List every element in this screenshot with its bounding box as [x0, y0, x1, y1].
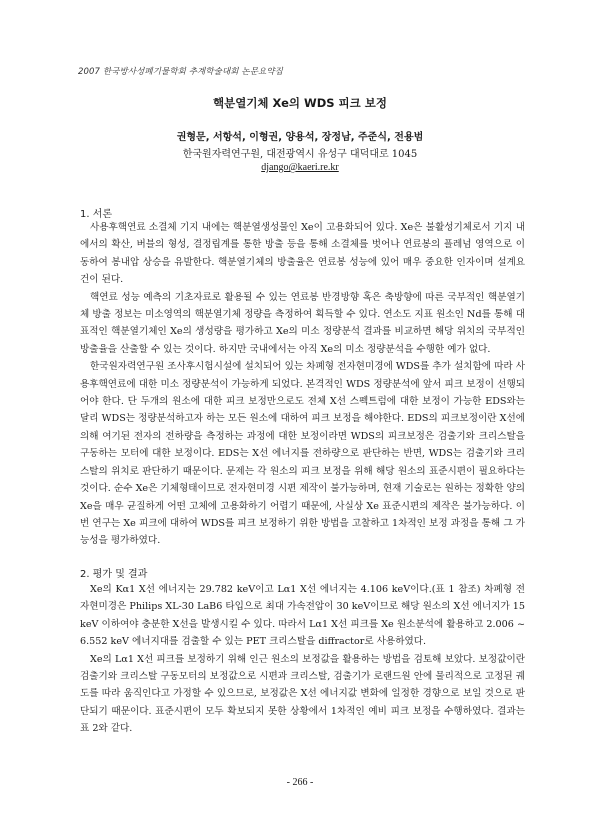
section-heading-eval: 2. 평가 및 결과	[80, 569, 148, 580]
intro-paragraph-1: 사용후핵연료 소결체 기지 내에는 핵분열생성물인 Xe이 고용화되어 있다. Xe은 불활성기체로서 기지 내에서의 확산, 버블의 형성, 결정립계를 통한 방출 등을 통해 소결체를 벗어나 연료봉의 플레넘 영역으로 이동하여 봉내압 상승을 유발한다. 핵분열기체의 방출율은 연료봉 성능에 있어 매우 중요한 인자이며 설계요건이 된다.	[80, 222, 525, 286]
email-link[interactable]: django@kaeri.re.kr	[261, 162, 339, 173]
eval-paragraph-2: Xe의 Lα1 X선 피크를 보정하기 위해 인근 원소의 보정값을 활용하는 방법을 검토해 보았다. 보정값이란 검출기와 크리스탈 구동모터의 보정값으로 시편과 크리스탈, 검출기가 로랜드원 안에 물리적으로 고정된 궤도를 따라 움직인다고 가정할 수 있으므로, 보정값은 X선 에너지값 변화에 일정한 경향으로 보일 것으로 판단되기 때문이다. 표준시편이 모두 확보되지 못한 상황에서 1차적인 예비 피크 보정을 수행하였다. 결과는 표 2와 같다.	[80, 653, 525, 735]
eval-paragraph-1: Xe의 Kα1 X선 에너지는 29.782 keV이고 Lα1 X선 에너지는 4.106 keV이다.(표 1 참조) 차폐형 전자현미경은 Philips XL-30 LaB6 타입으로 최대 가속전압이 30 keV이므로 해당 원소의 X선 에너지가 15 keV 이하여야 충분한 X선을 발생시킬 수 있다. 따라서 Lα1 X선 피크를 Xe 원소분석에 활용하고 2.006 ~ 6.552 keV 에너지대를 검출할 수 있는 PET 크리스탈을 diffractor로 사용하였다.	[80, 584, 525, 648]
running-head: 2007 한국방사성폐기물학회 추계학술대회 논문요약집	[78, 67, 283, 77]
intro-paragraph-2: 핵연료 성능 예측의 기초자료로 활용될 수 있는 연료봉 반경방향 혹은 축방향에 따른 국부적인 핵분열기체 방출 정보는 미소영역의 핵분열기체 정량을 측정하여 획득할 수 있다. 연소도 지표 원소인 Nd를 통해 대표적인 핵분열기체인 Xe의 생성량을 평가하고 Xe의 미소 정량분석 결과를 비교하면 해당 위치의 국부적인 방출율을 산출할 수 있는 것이다. 하지만 국내에서는 아직 Xe의 미소 정량분석을 수행한 예가 없다.	[80, 291, 525, 355]
section-heading-intro: 1. 서론	[80, 209, 113, 220]
intro-paragraph-3: 한국원자력연구원 조사후시험시설에 설치되어 있는 차폐형 전자현미경에 WDS를 추가 설치함에 따라 사용후핵연료에 대한 미소 정량분석이 가능하게 되었다. 본격적인 WDS 정량분석에 앞서 피크 보정이 선행되어야 한다. 단 두개의 원소에 대한 피크 보정만으로도 전체 X선 스펙트럼에 대한 보정이 가능한 EDS와는 달리 WDS는 정량분석하고자 하는 모든 원소에 대하여 피크 보정을 해야한다. EDS의 피크보정이란 X선에 의해 여기된 전자의 전하량을 측정하는 과정에 대한 보정이라면 WDS의 피크보정은 검출기와 크리스탈을 구동하는 모터에 대한 보정이다. EDS는 X선 에너지를 전하량으로 판단하는 반면, WDS는 검출기와 크리스탈의 위치로 판단하기 때문이다. 문제는 각 원소의 피크 보정을 위해 해당 원소의 표준시편이 필요하다는 것이다. 순수 Xe은 기체형태이므로 전자현미경 시편 제작이 불가능하며, 현재 기술로는 원하는 정확한 양의 Xe을 매우 균질하게 어떤 고체에 고용화하기 어렵기 때문에, 사실상 Xe 표준시편의 제작은 불가능하다. 이번 연구는 Xe 피크에 대하여 WDS를 피크 보정하기 위한 방법을 고찰하고 1차적인 보정 과정을 통해 그 가능성을 평가하였다.	[80, 361, 525, 547]
author-list: 권형문, 서항석, 이형권, 양용석, 장정남, 주준식, 전용범	[176, 132, 424, 143]
affiliation: 한국원자력연구원, 대전광역시 유성구 대덕대로 1045	[182, 149, 418, 160]
paper-title: 핵분열기체 Xe의 WDS 피크 보정	[213, 96, 387, 110]
page-number: - 266 -	[286, 777, 314, 788]
intro-body	[80, 219, 525, 550]
eval-body	[80, 581, 525, 738]
